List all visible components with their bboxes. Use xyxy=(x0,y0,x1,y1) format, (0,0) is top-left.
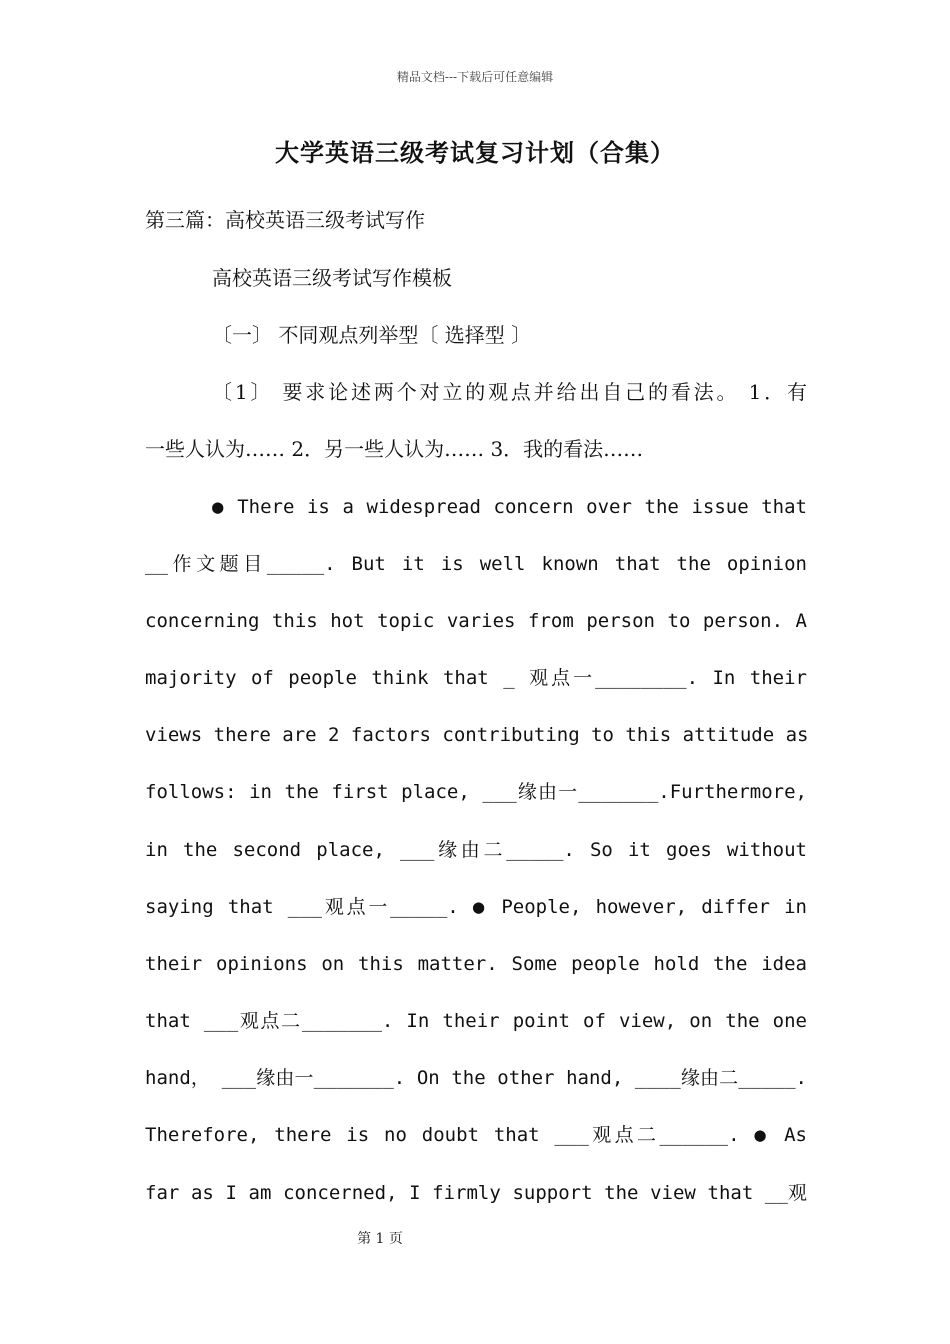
page-header: 精品文档---下载后可任意编辑 xyxy=(396,70,554,84)
body-line: views there are 2 factors contributing to this attitude as xyxy=(145,724,809,746)
body-line: saying that ___观点一_____. ● People, however, differ in xyxy=(145,896,807,918)
body-line: hand， ___缘由一_______. On the other hand, ____缘由二_____. xyxy=(145,1067,807,1089)
body-line: in the second place, ___缘由二_____. So it goes without xyxy=(145,839,807,861)
instruction-line: 〔1〕 要求论述两个对立的观点并给出自己的看法。 1．有 xyxy=(212,380,807,404)
body-line: their opinions on this matter. Some people hold the idea xyxy=(145,953,807,975)
body-line: majority of people think that _ 观点一________. In their xyxy=(145,667,807,689)
instruction-line: 一些人认为…… 2．另一些人认为…… 3．我的看法…… xyxy=(145,437,644,461)
body-line: __作文题目_____. But it is well known that the opinion xyxy=(145,553,807,575)
subheading: 高校英语三级考试写作模板 xyxy=(212,266,452,290)
section-heading: 第三篇：高校英语三级考试写作 xyxy=(145,208,425,232)
body-line: that ___观点二_______. In their point of view, on the one xyxy=(145,1010,807,1032)
page-number: 第 1 页 xyxy=(357,1231,403,1247)
body-line: far as I am concerned, I firmly support the view that __观 xyxy=(145,1182,807,1204)
body-line: concerning this hot topic varies from person to person. A xyxy=(145,610,807,632)
body-line: ● There is a widespread concern over the issue that xyxy=(212,496,807,518)
body-line: follows: in the first place, ___缘由一_______.Furthermore, xyxy=(145,781,807,803)
document-title: 大学英语三级考试复习计划（合集） xyxy=(275,138,675,167)
category-label: 〔一〕 不同观点列举型〔 选择型 〕 xyxy=(212,323,532,347)
body-line: Therefore, there is no doubt that ___观点二______. ● As xyxy=(145,1124,807,1146)
